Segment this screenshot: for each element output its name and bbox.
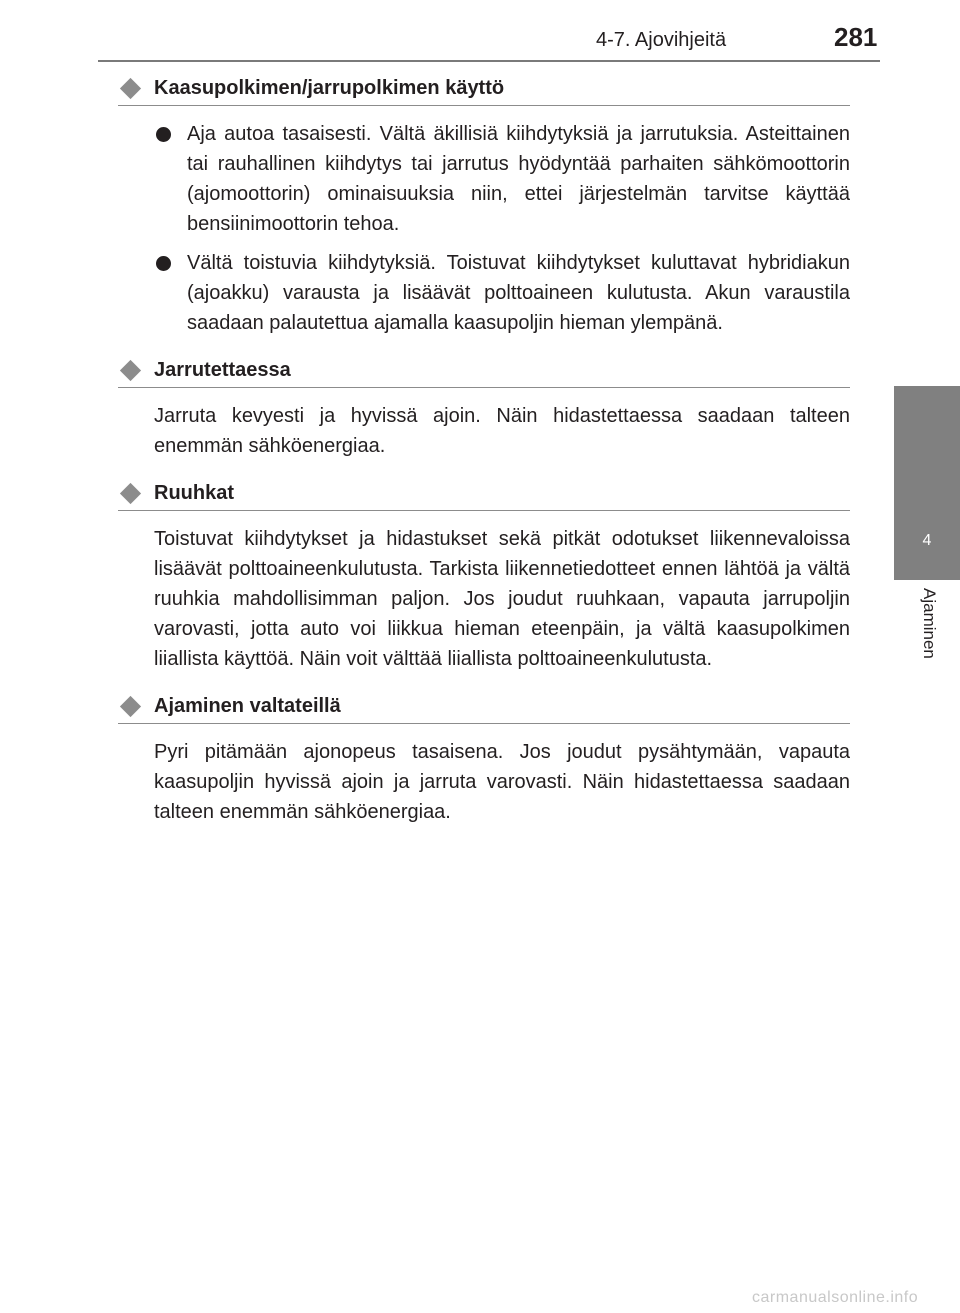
section-divider: [118, 723, 850, 724]
section-divider: [118, 510, 850, 511]
bullet-dot-icon: [156, 256, 171, 271]
bullet-item: [118, 119, 850, 239]
section-heading: [118, 72, 850, 110]
chapter-tab-label: Ajaminen: [920, 588, 939, 659]
section-paragraph: Toistuvat kiihdytykset ja hidastukset sekä pitkät odotukset liikennevaloissa lisäävät polttoaineenkulutusta. Tarkista liikennetiedotteet ennen lähtöä ja vältä ruuhkia mahdollisimman paljon. Jos joudut ruuhkaan, vapauta jarrupoljin varovasti, jotta auto voi liikkua hieman eteenpäin, ja vältä kaasupolkimen liiallista käyttöä. Näin voit välttää liiallista polttoaineenkulutusta.: [154, 528, 850, 670]
section-title: Kaasupolkimen/jarrupolkimen käyttö: [154, 77, 505, 99]
diamond-icon: [120, 696, 141, 717]
bullet-dot-icon: [156, 127, 171, 142]
section-paragraph: Pyri pitämään ajonopeus tasaisena. Jos joudut pysähtymään, vapauta kaasupoljin hyvissä ajoin ja jarruta varovasti. Näin hidastettaessa saadaan talteen enemmän sähköenergiaa.: [154, 741, 850, 823]
watermark: carmanualsonline.info: [752, 1289, 919, 1306]
section-heading: [118, 354, 850, 392]
page-number: 281: [834, 22, 878, 52]
bullet-item: [118, 248, 850, 338]
section-title: Jarrutettaessa: [154, 359, 291, 381]
diamond-icon: [120, 360, 141, 381]
diamond-icon: [120, 483, 141, 504]
bullet-text: Aja autoa tasaisesti. Vältä äkillisiä kiihdytyksiä ja jarrutuksia. Asteittainen tai rauhallinen kiihdytys tai jarrutus hyödyntää parhaiten sähkömoottorin (ajomoottorin) ominaisuuksia niin, ettei järjestelmän tarvitse käyttää bensiinimoottorin tehoa.: [187, 123, 850, 235]
section-divider: [118, 387, 850, 388]
section-heading: [118, 477, 850, 515]
chapter-tab: [894, 386, 960, 580]
page-content: [118, 72, 850, 827]
section-paragraph: Jarruta kevyesti ja hyvissä ajoin. Näin hidastettaessa saadaan talteen enemmän sähköenergiaa.: [154, 405, 850, 457]
diamond-icon: [120, 78, 141, 99]
section-heading: [118, 690, 850, 728]
chapter-tab-number: 4: [922, 532, 932, 549]
section-title: Ruuhkat: [154, 482, 234, 504]
section-title: Ajaminen valtateillä: [154, 695, 341, 717]
section-divider: [118, 105, 850, 106]
header-section-title: 4-7. Ajovihjeitä: [596, 29, 727, 51]
header-divider: [98, 60, 880, 62]
bullet-text: Vältä toistuvia kiihdytyksiä. Toistuvat kiihdytykset kuluttavat hybridiakun (ajoakku) varausta ja lisäävät polttoaineen kulutusta. Akun varaustila saadaan palautettua ajamalla kaasupoljin hieman ylempänä.: [187, 252, 850, 334]
